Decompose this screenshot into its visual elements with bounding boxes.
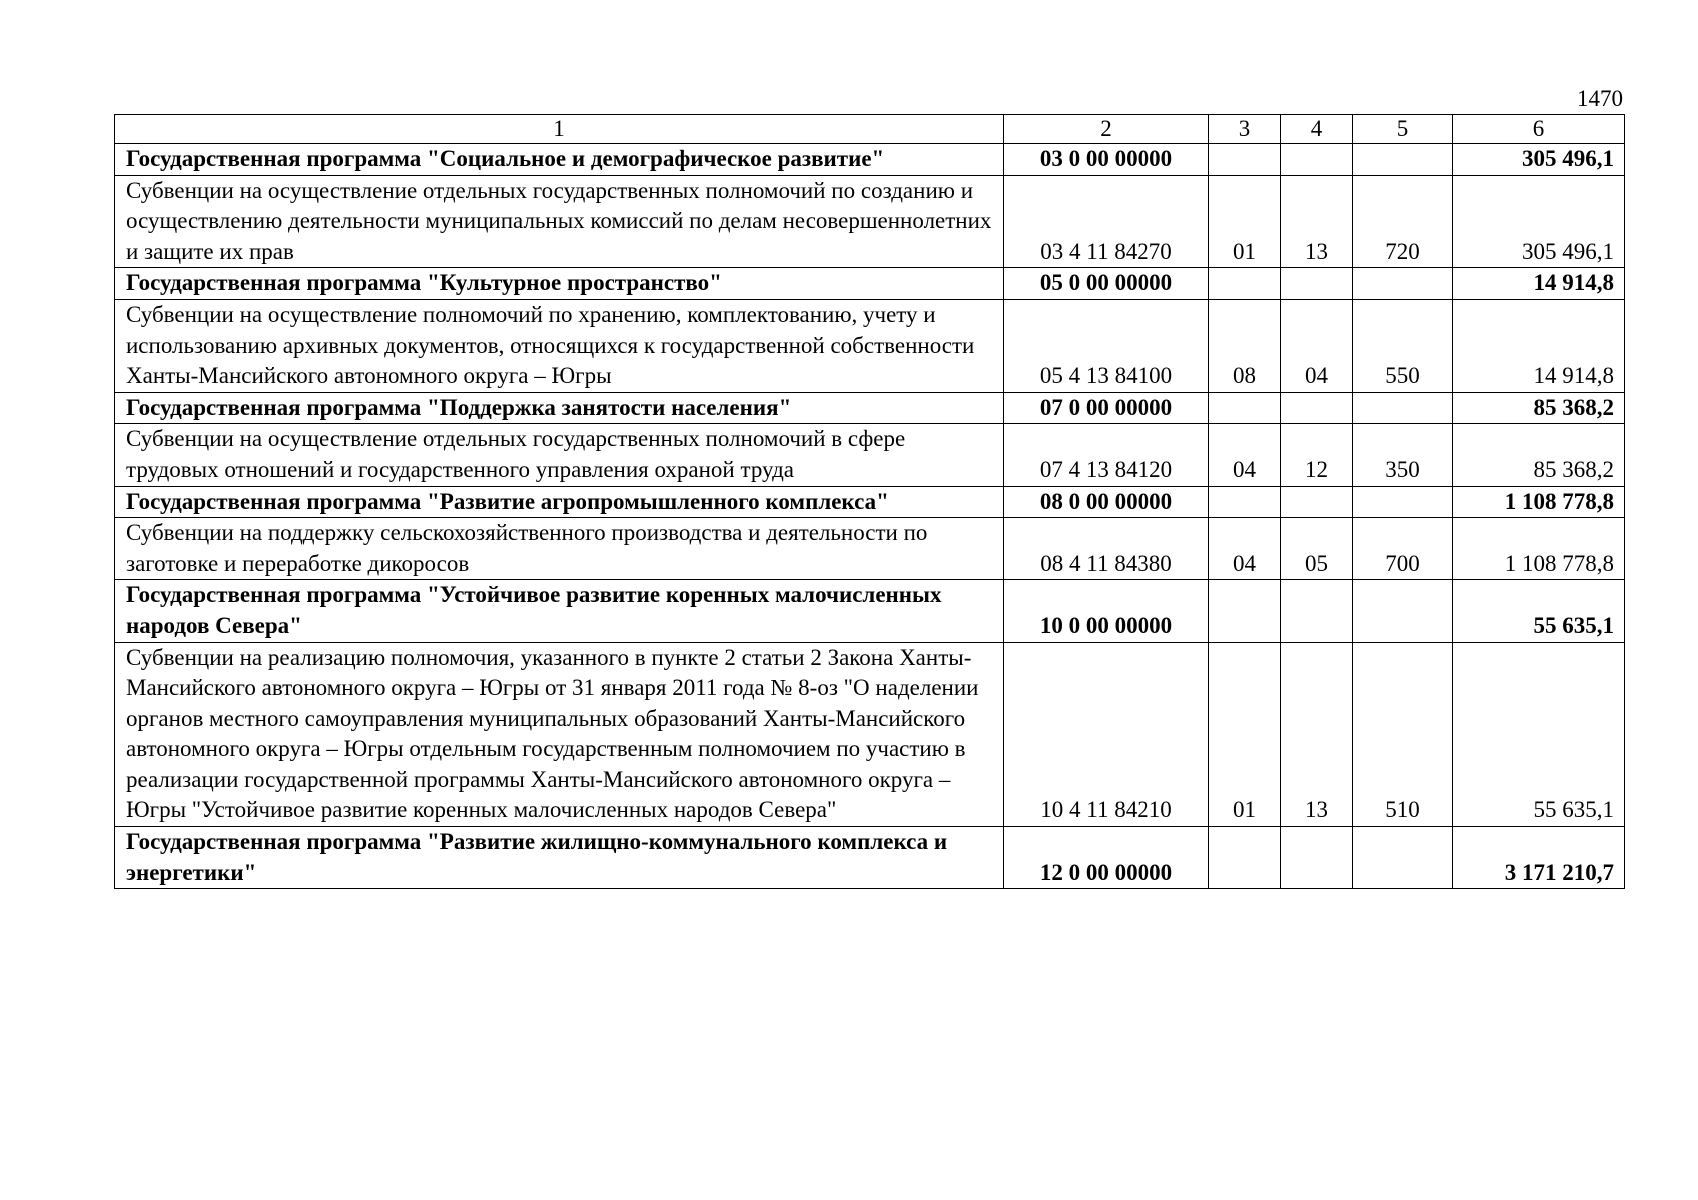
column-header: 4	[1281, 115, 1353, 144]
row-name-cell: Государственная программа "Поддержка занятости населения"	[115, 392, 1004, 424]
row-section-cell: 08	[1209, 299, 1281, 392]
row-name-cell: Субвенции на осуществление отдельных государственных полномочий по созданию и осуществлению деятельности муниципальных комиссий по делам несовершеннолетних и защите их прав	[115, 175, 1004, 268]
program-row	[115, 827, 1625, 889]
row-code-cell: 05 4 13 84100	[1004, 299, 1209, 392]
row-name-cell: Субвенции на поддержку сельскохозяйственного производства и деятельности по заготовке и переработке дикоросов	[115, 518, 1004, 580]
row-name-cell: Субвенции на осуществление отдельных государственных полномочий в сфере трудовых отношений и государственного управления охраной труда	[115, 424, 1004, 486]
row-subsection-cell: 04	[1281, 299, 1353, 392]
row-subsection-cell: 13	[1281, 642, 1353, 827]
column-header: 1	[115, 115, 1004, 144]
row-section-cell	[1209, 268, 1281, 300]
subvention-row	[115, 175, 1625, 268]
column-header: 3	[1209, 115, 1281, 144]
row-section-cell: 01	[1209, 642, 1281, 827]
program-row	[115, 580, 1625, 642]
row-name-cell: Государственная программа "Устойчивое развитие коренных малочисленных народов Севера"	[115, 580, 1004, 642]
row-section-cell: 04	[1209, 518, 1281, 580]
row-subsection-cell: 13	[1281, 175, 1353, 268]
row-amount-cell: 14 914,8	[1453, 268, 1625, 300]
program-row	[115, 268, 1625, 300]
row-amount-cell: 85 368,2	[1453, 424, 1625, 486]
column-header: 6	[1453, 115, 1625, 144]
row-type-cell	[1353, 268, 1453, 300]
row-subsection-cell	[1281, 486, 1353, 518]
row-code-cell: 10 4 11 84210	[1004, 642, 1209, 827]
row-type-cell	[1353, 486, 1453, 518]
row-amount-cell: 55 635,1	[1453, 642, 1625, 827]
row-subsection-cell	[1281, 392, 1353, 424]
row-amount-cell: 1 108 778,8	[1453, 486, 1625, 518]
row-code-cell: 07 4 13 84120	[1004, 424, 1209, 486]
row-section-cell	[1209, 392, 1281, 424]
row-section-cell: 01	[1209, 175, 1281, 268]
row-subsection-cell	[1281, 144, 1353, 176]
row-code-cell: 12 0 00 00000	[1004, 827, 1209, 889]
row-subsection-cell: 12	[1281, 424, 1353, 486]
row-amount-cell: 85 368,2	[1453, 392, 1625, 424]
row-code-cell: 05 0 00 00000	[1004, 268, 1209, 300]
row-type-cell	[1353, 144, 1453, 176]
row-amount-cell: 1 108 778,8	[1453, 518, 1625, 580]
row-section-cell	[1209, 144, 1281, 176]
row-code-cell: 08 4 11 84380	[1004, 518, 1209, 580]
row-section-cell	[1209, 827, 1281, 889]
table-header-row	[115, 115, 1625, 144]
row-code-cell: 07 0 00 00000	[1004, 392, 1209, 424]
program-row	[115, 392, 1625, 424]
row-name-cell: Государственная программа "Развитие агропромышленного комплекса"	[115, 486, 1004, 518]
program-row	[115, 144, 1625, 176]
row-code-cell: 10 0 00 00000	[1004, 580, 1209, 642]
row-type-cell	[1353, 392, 1453, 424]
row-subsection-cell: 05	[1281, 518, 1353, 580]
row-amount-cell: 14 914,8	[1453, 299, 1625, 392]
row-name-cell: Субвенции на осуществление полномочий по хранению, комплектованию, учету и использованию архивных документов, относящихся к государственной собственности Ханты-Мансийского автономного округа – Югры	[115, 299, 1004, 392]
row-section-cell	[1209, 486, 1281, 518]
subvention-row	[115, 424, 1625, 486]
row-name-cell: Государственная программа "Развитие жилищно-коммунального комплекса и энергетики"	[115, 827, 1004, 889]
row-amount-cell: 305 496,1	[1453, 144, 1625, 176]
subvention-row	[115, 642, 1625, 827]
column-header: 5	[1353, 115, 1453, 144]
row-subsection-cell	[1281, 580, 1353, 642]
row-type-cell: 510	[1353, 642, 1453, 827]
program-row	[115, 486, 1625, 518]
row-name-cell: Государственная программа "Социальное и демографическое развитие"	[115, 144, 1004, 176]
row-type-cell	[1353, 580, 1453, 642]
row-amount-cell: 305 496,1	[1453, 175, 1625, 268]
row-code-cell: 03 0 00 00000	[1004, 144, 1209, 176]
row-subsection-cell	[1281, 827, 1353, 889]
row-type-cell: 720	[1353, 175, 1453, 268]
subvention-row	[115, 299, 1625, 392]
subvention-row	[115, 518, 1625, 580]
row-type-cell	[1353, 827, 1453, 889]
row-section-cell: 04	[1209, 424, 1281, 486]
row-name-cell: Субвенции на реализацию полномочия, указанного в пункте 2 статьи 2 Закона Ханты-Мансийского автономного округа – Югры от 31 января 2011 года № 8-оз "О наделении органов местного самоуправления муниципальных образований Ханты-Мансийского автономного округа – Югры отдельным государственным полномочием по участию в реализации государственной программы Ханты-Мансийского автономного округа – Югры "Устойчивое развитие коренных малочисленных народов Севера"	[115, 642, 1004, 827]
row-type-cell: 350	[1353, 424, 1453, 486]
row-name-cell: Государственная программа "Культурное пространство"	[115, 268, 1004, 300]
page-number: 1470	[1577, 86, 1623, 111]
column-header: 2	[1004, 115, 1209, 144]
row-subsection-cell	[1281, 268, 1353, 300]
row-type-cell: 700	[1353, 518, 1453, 580]
row-amount-cell: 55 635,1	[1453, 580, 1625, 642]
row-code-cell: 03 4 11 84270	[1004, 175, 1209, 268]
row-type-cell: 550	[1353, 299, 1453, 392]
row-section-cell	[1209, 580, 1281, 642]
row-amount-cell: 3 171 210,7	[1453, 827, 1625, 889]
row-code-cell: 08 0 00 00000	[1004, 486, 1209, 518]
budget-table	[114, 114, 1625, 889]
